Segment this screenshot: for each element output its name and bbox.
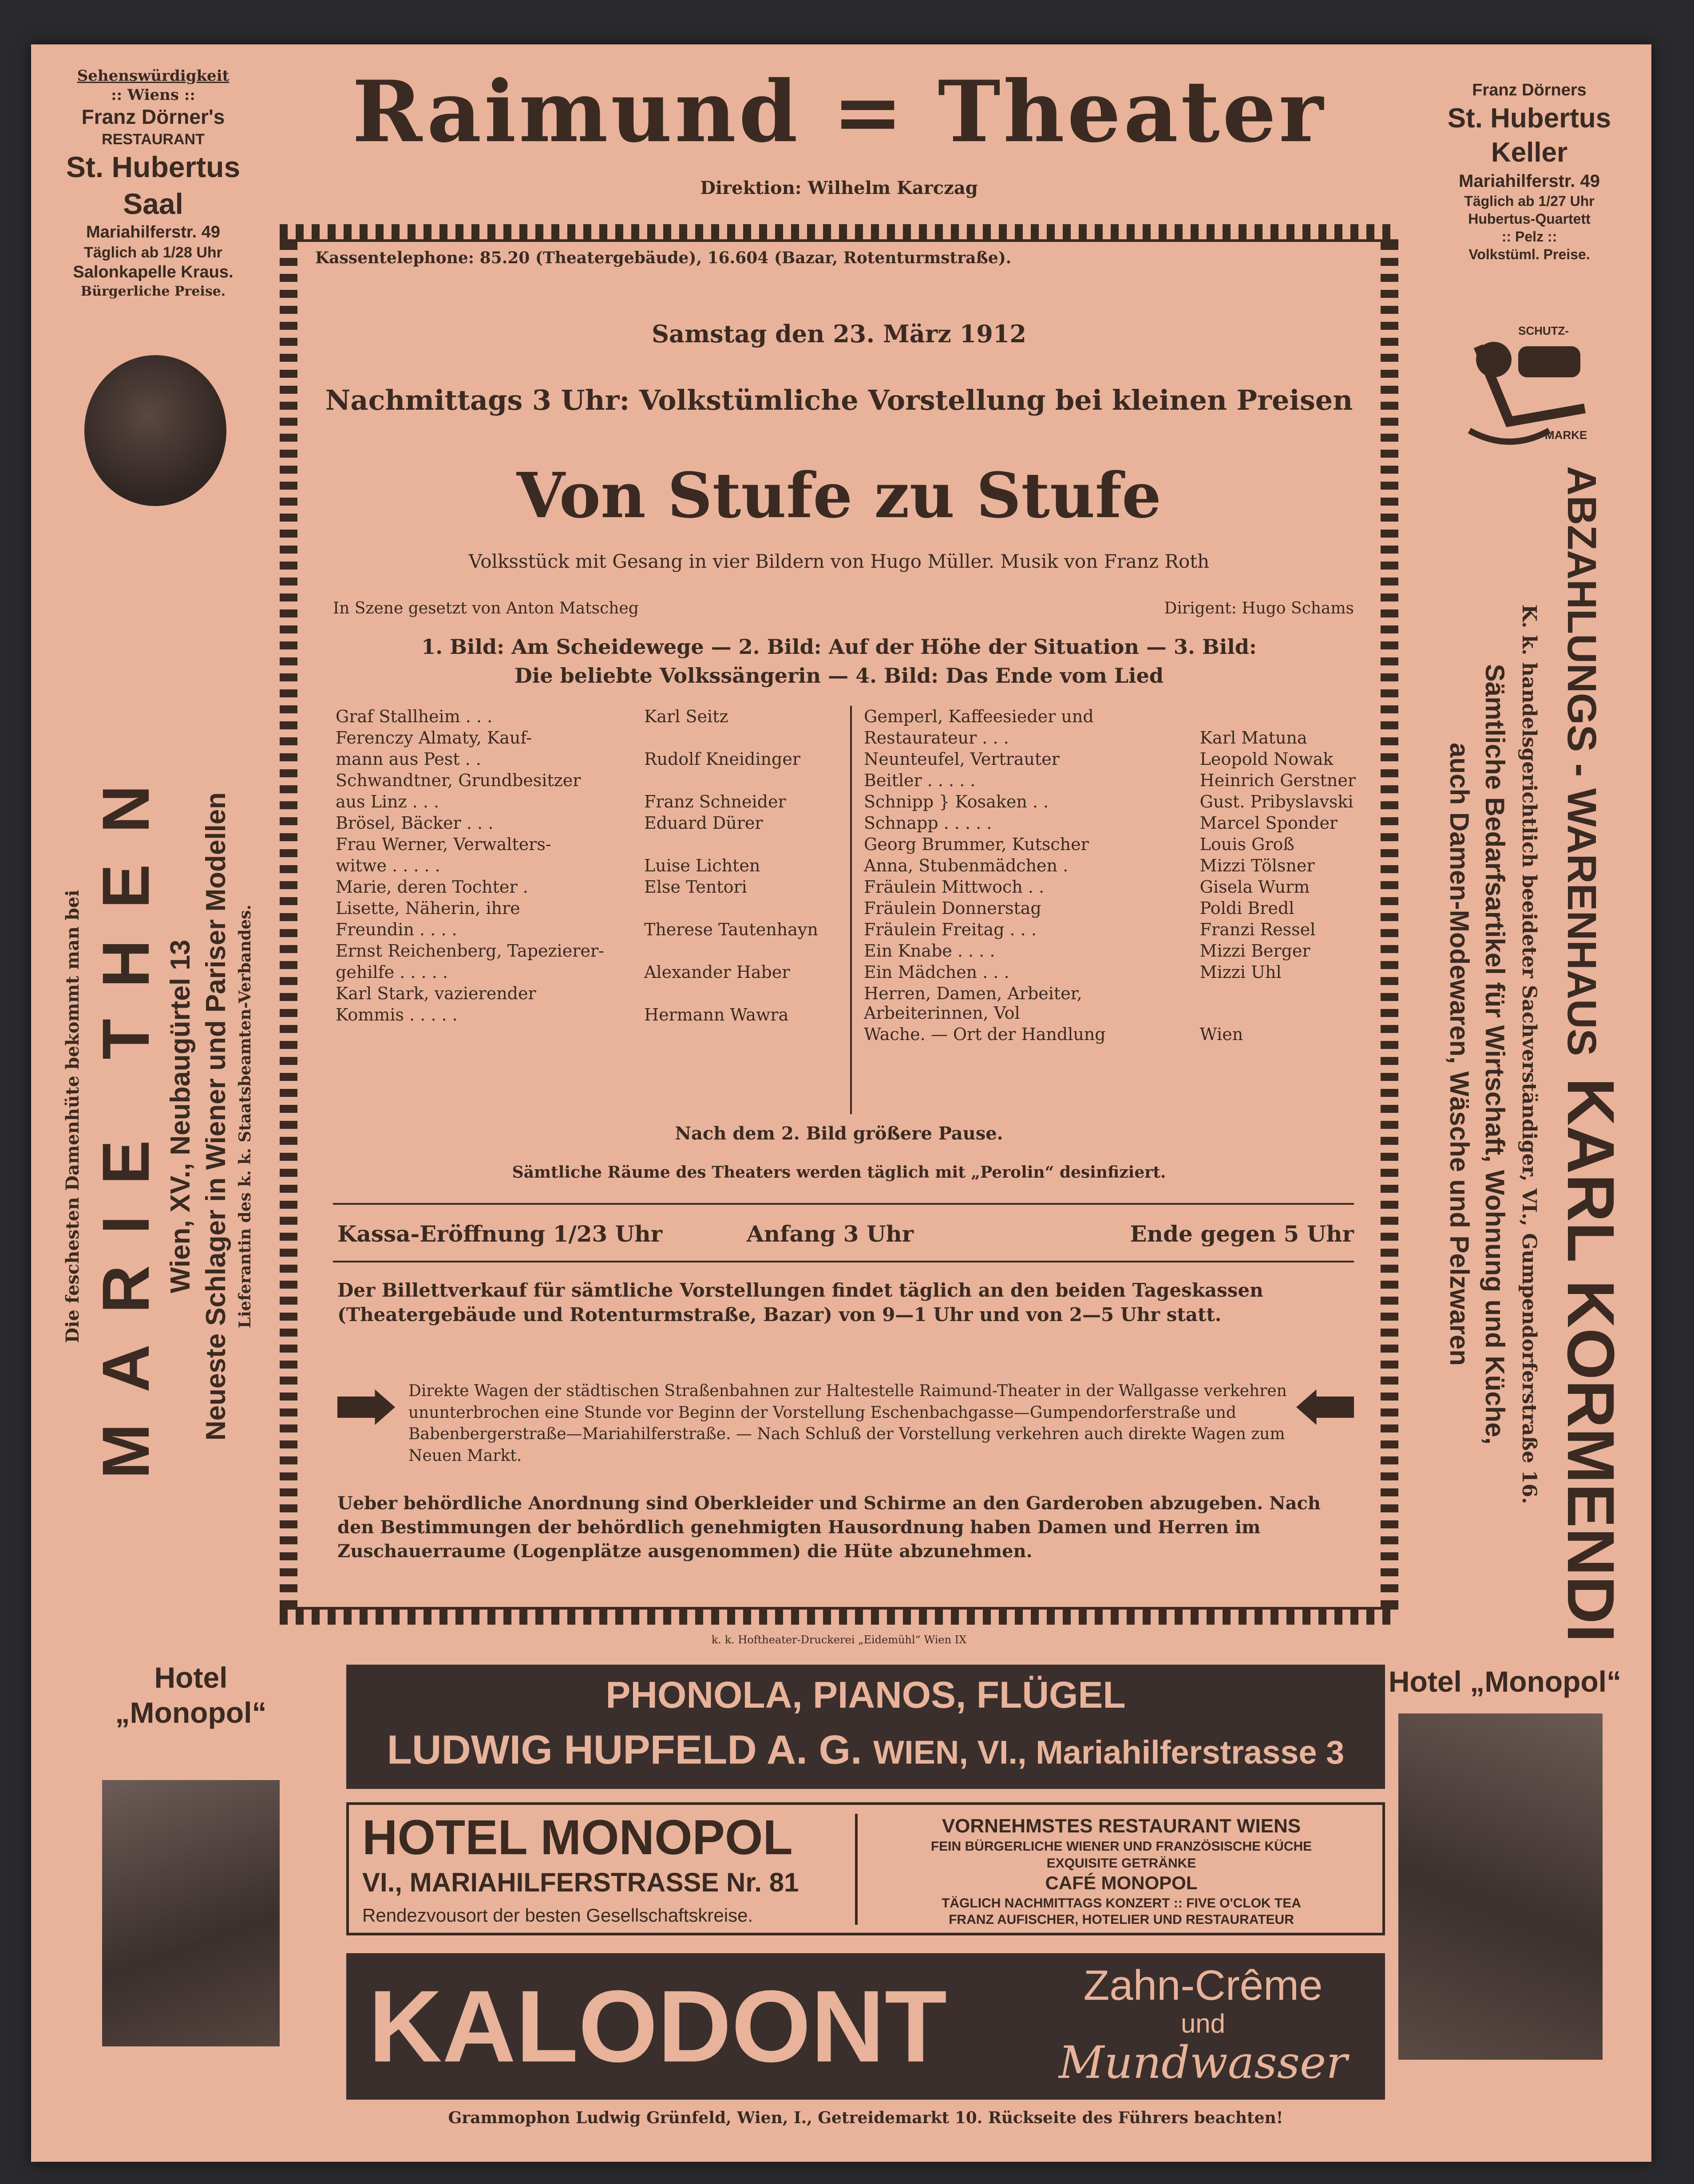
monopol-line: CAFÉ MONOPOL [1045,1872,1198,1893]
vertical-ad-line: auch Damen-Modewaren, Wäsche und Pelzwaren [1445,743,1474,1366]
ad-line: Saal [123,187,183,220]
cast-row [861,1024,1358,1045]
cast-actor: Karl Seitz [644,707,728,726]
hotel-label-line: „Monopol“ [115,1696,267,1729]
hupfeld-line [346,1727,1385,1773]
ad-line: St. Hubertus [66,150,241,183]
cast-actor: Heinrich Gerstner [1199,771,1356,790]
play-title: Von Stufe zu Stufe [516,459,1162,532]
monopol-address: VI., MARIAHILFERSTRASSE Nr. 81 [362,1867,799,1897]
cast-row [333,834,843,855]
cast-row [333,770,843,791]
ad-line: Sehenswürdigkeit [77,67,230,85]
cast-list-right [861,706,1358,1045]
performance-date: Samstag den 23. März 1912 [652,320,1026,348]
hotel-photo-left [102,1780,280,2046]
vertical-ad-line: Die feschesten Damenhüte bekommt man bei [62,890,83,1343]
kalodont-line: und [1180,2008,1226,2038]
cast-row [333,706,843,727]
greek-key-border [280,242,297,1607]
vertical-ad-title: ABZAHLUNGS - WARENHAUS [1559,466,1604,1056]
monopol-divider [855,1814,858,1925]
ad-line: St. Hubertus [1447,103,1611,134]
cast-actor: Louis Groß [1199,835,1294,854]
cast-actor: Gust. Pribyslavski [1199,792,1354,811]
cast-role: Marie, deren Tochter . [336,877,528,897]
kalodont-line: Mundwasser [1058,2036,1348,2089]
hupfeld-address: WIEN, VI., Mariahilferstrasse 3 [873,1734,1345,1771]
cast-actor: Mizzi Tölsner [1199,856,1315,875]
greek-key-border [1381,242,1398,1607]
play-subtitle: Volksstück mit Gesang in vier Bildern von Hugo Müller. Musik von Franz Roth [468,550,1210,572]
cast-actor: Mizzi Uhl [1199,962,1282,982]
cast-role: Kommis . . . . . [336,1005,458,1025]
cast-divider [850,706,852,1114]
cast-actor [641,940,843,961]
monopol-line: FEIN BÜRGERLICHE WIENER UND FRANZÖSISCHE KÜCHE [930,1839,1312,1854]
end-time: Ende gegen 5 Uhr [1130,1221,1354,1247]
monopol-restaurant [864,1814,1379,1928]
cast-role: Anna, Stubenmädchen . [864,856,1069,875]
cast-actor: Alexander Haber [644,962,790,982]
ad-line: Mariahilferstr. 49 [1459,171,1600,191]
cast-actor [641,727,843,748]
cast-actor: Poldi Bredl [1199,898,1294,918]
cast-row [333,898,843,919]
cast-row [333,1004,843,1025]
rule [333,1203,1354,1205]
cast-actor: Eduard Dürer [644,813,763,833]
ad-line: Hubertus-Quartett [1468,210,1591,227]
left-top-ad [49,67,257,300]
cast-actor: Karl Matuna [1199,728,1307,748]
playbill-sheet [31,44,1651,2162]
cast-row [333,940,843,961]
cast-row [333,983,843,1004]
cast-actor: Hermann Wawra [644,1005,789,1025]
ad-line: :: Wiens :: [111,86,195,104]
ad-line: Mariahilferstr. 49 [86,223,221,241]
vertical-ad-line: Lieferantin des k. k. Staatsbeamten-Verbandes. [236,904,254,1329]
cast-actor: Wien [1199,1025,1243,1044]
stage-director: In Szene gesetzt von Anton Matscheg [333,599,639,617]
pause-note: Nach dem 2. Bild größere Pause. [675,1123,1003,1144]
rule [333,1261,1354,1262]
vertical-ad-name: MARIE THEN [88,754,163,1479]
pointing-hand-icon [1296,1389,1354,1425]
ad-line: :: Pelz :: [1501,228,1557,245]
cast-actor: Franz Schneider [644,792,786,811]
ad-line: Salonkapelle Kraus. [73,263,234,281]
conductor: Dirigent: Hugo Schams [1164,599,1354,617]
hupfeld-company: LUDWIG HUPFELD A. G. [387,1727,862,1773]
direction-line: Direktion: Wilhelm Karczag [700,178,978,198]
cast-row [861,983,1358,1024]
monopol-line: EXQUISITE GETRÄNKE [1046,1856,1196,1871]
cast-row [861,791,1358,812]
cast-row [333,748,843,770]
presale-note: Der Billettverkauf für sämtliche Vorstellungen findet täglich an den beiden Tageskassen (Theatergebäude und Rotenturmstraße, Bazar) von 9—1 Uhr und von 2—5 Uhr statt. [337,1279,1263,1325]
cast-role: Beitler . . . . . [864,771,976,790]
ad-line: Täglich ab 1/27 Uhr [1464,193,1595,209]
cast-row [333,919,843,940]
cast-role: Wache. — Ort der Handlung [864,1025,1106,1044]
cast-actor [1197,983,1358,1024]
cast-actor: Franzi Ressel [1199,920,1316,939]
cast-actor [1197,706,1358,727]
cast-row [333,727,843,748]
cast-actor: Therese Tautenhayn [644,920,818,939]
cast-row [861,855,1358,876]
kalodont-ad [346,1953,1385,2100]
cast-role: Restaurateur . . . [864,728,1009,748]
kalodont-tagline [1034,1962,1372,2087]
logo-label-top: SCHUTZ- [1518,324,1569,337]
ad-line: Täglich ab 1/28 Uhr [84,244,222,261]
trademark-logo [1452,320,1611,453]
hotel-monopol-ad [346,1802,1385,1935]
cast-actor: Else Tentori [644,877,747,897]
cast-role: Schnapp . . . . . [864,813,992,833]
cast-role: Fräulein Freitag . . . [864,920,1037,939]
cast-role: Brösel, Bäcker . . . [336,813,494,833]
left-vertical-ad [62,573,254,1660]
vertical-ad-line: Neueste Schlager in Wiener und Pariser Modellen [201,792,231,1441]
anchor-icon [1452,320,1611,453]
cast-role: Schwandtner, Grundbesitzer [336,771,581,790]
scenes-line: 1. Bild: Am Scheidewege — 2. Bild: Auf der Höhe der Situation — 3. Bild: [421,635,1257,659]
cast-actor [641,983,843,1004]
hupfeld-ad [346,1665,1385,1789]
ad-line: Franz Dörners [1472,81,1587,99]
cast-row [861,834,1358,855]
cast-role: Graf Stallheim . . . [336,707,493,726]
performance-time: Nachmittags 3 Uhr: Volkstümliche Vorstellung bei kleinen Preisen [325,384,1353,416]
cast-role: Neunteufel, Vertrauter [864,749,1060,769]
cast-actor [641,898,843,919]
cast-role: Fräulein Donnerstag [864,898,1041,918]
disinfect-note: Sämtliche Räume des Theaters werden täglich mit „Perolin“ desinfiziert. [512,1163,1166,1182]
cast-actor: Rudolf Kneidinger [644,749,801,769]
cast-actor: Marcel Sponder [1199,813,1338,833]
box-office-open: Kassa-Eröffnung 1/23 Uhr [337,1221,662,1247]
ad-line: Bürgerliche Preise. [80,283,226,299]
footer-line: Grammophon Ludwig Grünfeld, Wien, I., Getreidemarkt 10. Rückseite des Führers beachten! [448,2109,1283,2127]
cast-row [861,961,1358,983]
greek-key-border [280,1607,1398,1625]
tram-note: Direkte Wagen der städtischen Straßenbahnen zur Haltestelle Raimund-Theater in der Wallgasse verkehren ununterbrochen eine Stunde vor Beginn der Vorstellung Eschenbachgasse—Gumpendorferstraße und Babenbergerstraße—Mariahilferstraße. — Nach Schluß der Vorstellung verkehren auch direkte Wagen zum Neuen Markt. [408,1382,1287,1465]
hat-illustration [84,355,226,506]
cast-actor [641,834,843,855]
ad-line: RESTAURANT [102,131,205,148]
monopol-line: FRANZ AUFISCHER, HOTELIER UND RESTAURATEUR [949,1912,1294,1927]
cast-actor: Mizzi Berger [1199,941,1310,961]
cast-role: mann aus Pest . . [336,749,481,769]
cast-role: Herren, Damen, Arbeiter, Arbeiterinnen, Vol [864,984,1082,1023]
cast-role: Gemperl, Kaffeesieder und [864,707,1094,726]
right-top-ad [1425,80,1634,263]
theater-title: Raimund = Theater [352,62,1326,161]
cast-role: gehilfe . . . . . [336,962,448,982]
vertical-ad-line: Sämtliche Bedarfsartikel für Wirtschaft, Wohnung und Küche, [1480,664,1510,1445]
ad-line: Keller [1491,137,1568,168]
cloakroom-note: Ueber behördliche Anordnung sind Oberkleider und Schirme an den Garderoben abzugeben. Nach den Bestimmungen der behördlich genehmigten Hausordnung haben Damen und Herren im Zuschauerraume (Logenplätze ausgenommen) die Hüte abzunehmen. [337,1493,1321,1562]
cast-role: Ferenczy Almaty, Kauf- [336,728,532,748]
cast-row [861,770,1358,791]
cast-row [861,919,1358,940]
cast-row [861,876,1358,898]
cast-role: Karl Stark, vazierender [336,984,536,1003]
telephone-line: Kassentelephone: 85.20 (Theatergebäude), 16.604 (Bazar, Rotenturmstraße). [315,249,1012,267]
hotel-photo-right [1398,1713,1603,2060]
cast-role: Fräulein Mittwoch . . [864,877,1045,897]
cast-row [333,961,843,983]
hotel-monopol-right-label: Hotel „Monopol“ [1388,1665,1622,1698]
cast-actor: Leopold Nowak [1199,749,1334,769]
monopol-rendezvous: Rendezvousort der besten Gesellschaftskreise. [362,1905,753,1926]
cast-row [861,748,1358,770]
cast-row [333,876,843,898]
ad-line: Volkstüml. Preise. [1468,246,1590,262]
printer-note: k. k. Hoftheater-Druckerei „Eidemühl“ Wien IX [711,1634,967,1646]
cast-actor: Gisela Wurm [1199,877,1310,897]
cast-row [861,940,1358,961]
cast-row [333,812,843,834]
cast-row [861,706,1358,727]
cast-role: Frau Werner, Verwalters- [336,835,551,854]
cast-role: witwe . . . . . [336,856,440,875]
cast-role: Ein Knabe . . . . [864,941,995,961]
scenes-line: Die beliebte Volkssängerin — 4. Bild: Das Ende vom Lied [514,664,1164,688]
cast-role: Lisette, Näherin, ihre [336,898,520,918]
hotel-label-line: Hotel [154,1661,228,1694]
cast-row [861,812,1358,834]
vertical-ad-line: Wien, XV., Neubaugürtel 13 [165,939,196,1294]
right-vertical-ad [1444,466,1629,1642]
vertical-ad-name: KARL KORMENDI [1554,1077,1628,1642]
monopol-line: VORNEHMSTES RESTAURANT WIENS [942,1815,1301,1837]
hotel-monopol-left-label [98,1660,284,1730]
cast-role: aus Linz . . . [336,792,439,811]
cast-role: Schnipp } Kosaken . . [864,792,1049,811]
cast-role: Georg Brummer, Kutscher [864,835,1089,854]
cast-role: Ernst Reichenberg, Tapezierer- [336,941,604,961]
cast-row [333,855,843,876]
cast-row [861,898,1358,919]
ad-line: Franz Dörner's [81,105,225,128]
cast-actor: Luise Lichten [644,856,760,875]
cast-role: Ein Mädchen . . . [864,962,1009,982]
cast-row [861,727,1358,748]
cast-actor [641,770,843,791]
greek-key-border [280,224,1398,242]
monopol-title: HOTEL MONOPOL [362,1810,793,1865]
kalodont-line: Zahn-Crême [1083,1962,1323,2009]
start-time: Anfang 3 Uhr [746,1221,914,1247]
cast-row [333,791,843,812]
hupfeld-line: PHONOLA, PIANOS, FLÜGEL [606,1674,1126,1716]
pointing-hand-icon [337,1389,395,1425]
cast-list-left [333,706,843,1025]
logo-label-bottom: MARKE [1545,428,1587,442]
vertical-ad-line: K. k. handelsgerichtlich beeideter Sachverständiger, VI., Gumpendorferstraße 16. [1518,604,1540,1504]
monopol-line: TÄGLICH NACHMITTAGS KONZERT :: FIVE O'CLOK TEA [942,1895,1301,1911]
cast-role: Freundin . . . . [336,920,457,939]
kalodont-brand: KALODONT [368,1969,947,2083]
